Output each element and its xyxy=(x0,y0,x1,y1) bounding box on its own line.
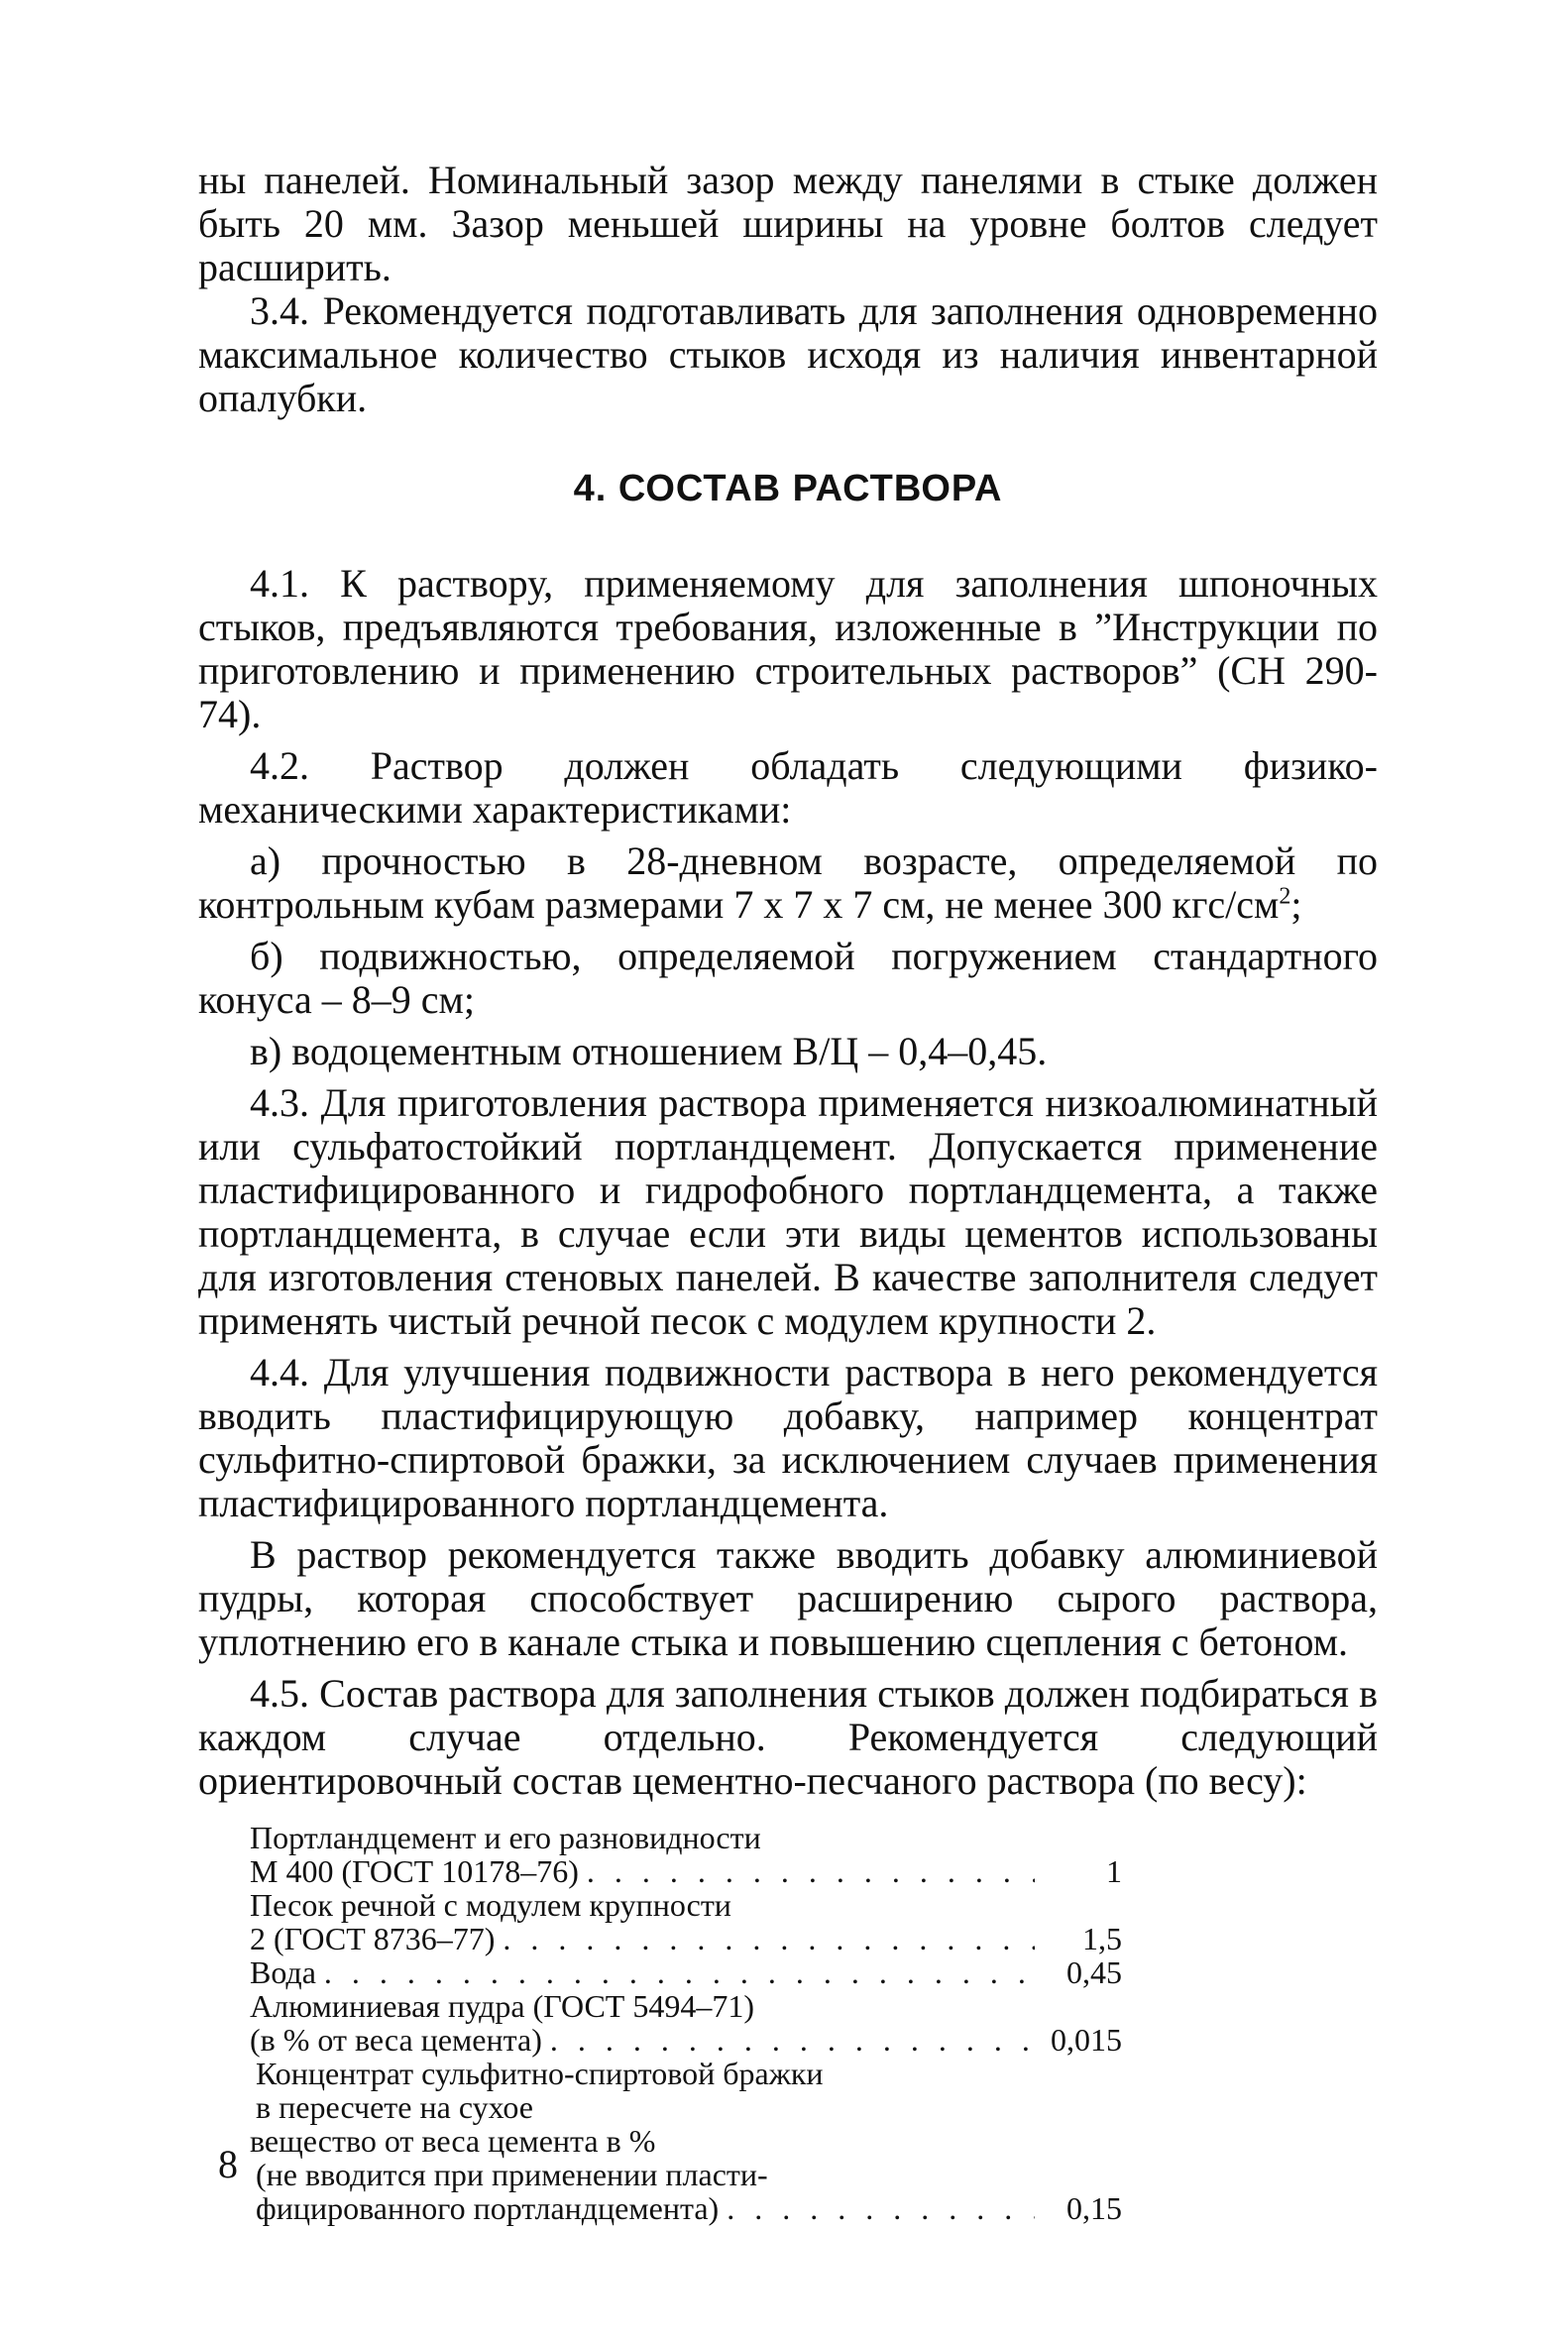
recipe-item-water: Вода . . . 0,45 xyxy=(250,1955,1122,1989)
recipe-item-water-value: 0,45 xyxy=(1066,1954,1122,1990)
document-page xyxy=(198,159,1378,2225)
paragraph-4-2-a xyxy=(198,839,1378,927)
leader-dots xyxy=(587,1854,1035,1888)
leader-dots xyxy=(727,2191,1035,2225)
recipe-item-aluminium-value: 0,015 xyxy=(1051,2022,1122,2058)
recipe-item-concentrate-label-2: в пересчете на сухое xyxy=(256,2089,533,2125)
recipe-item-aluminium: (в % от веса цемента) . . . 0,015 xyxy=(250,2023,1122,2057)
recipe-item-concentrate-value: 0,15 xyxy=(1066,2190,1122,2226)
paragraph-4-2-a-end: ; xyxy=(1290,882,1302,927)
recipe-item-cement-value: 1 xyxy=(1106,1853,1122,1889)
recipe-item-cement: М 400 (ГОСТ 10178–76) . . . 1 xyxy=(250,1854,1122,1888)
recipe-item-cement-label: Портландцемент и его разновидности xyxy=(250,1820,761,1855)
page-number: 8 xyxy=(218,2142,238,2186)
recipe-item-concentrate-label-1: Концентрат сульфитно-спиртовой бражки xyxy=(256,2056,824,2091)
leader-dots xyxy=(324,1955,1035,1989)
paragraph-4-2-a-text: а) прочностью в 28-дневном возрасте, определяемой по контрольным кубам размерами 7 х 7 х 7 см, не менее 300 кгс/см xyxy=(198,838,1378,927)
paragraph-4-2: 4.2. Раствор должен обладать следующими физико-механическими характеристиками: xyxy=(198,743,1378,832)
paragraph-4-2-v: в) водоцементным отношением В/Ц – 0,4–0,45. xyxy=(250,1029,1048,1073)
leader-dots xyxy=(503,1922,1035,1955)
paragraph-3-4: 3.4. Рекомендуется подготавливать для заполнения одновременно максимальное количество стыков исходя из наличия инвентарной опалубки. xyxy=(198,288,1378,420)
paragraph-4-4-continued: В раствор рекомендуется также вводить добавку алюминиевой пудры, которая способствует расширению сырого раствора, уплотнению его в канале стыка и повышению сцепления с бетоном. xyxy=(198,1532,1378,1664)
paragraph-4-1: 4.1. К раствору, применяемому для заполнения шпоночных стыков, предъявляются требования, изложенные в ”Инструкции по приготовлению и применению строительных растворов” (СН 290-74). xyxy=(198,561,1378,736)
paragraph-4-2-b: б) подвижностью, определяемой погружением стандартного конуса – 8–9 см; xyxy=(198,934,1378,1022)
recipe-item-sand: 2 (ГОСТ 8736–77) . . . 1,5 xyxy=(250,1922,1122,1955)
recipe-item-concentrate: фицированного портландцемента) . . . 0,15 xyxy=(250,2191,1122,2225)
mortar-composition-list xyxy=(250,1821,1122,2225)
paragraph-continuation: ны панелей. Номинальный зазор между панелями в стыке должен быть 20 мм. Зазор меньшей ширины на уровне болтов следует расширить. xyxy=(198,158,1378,289)
recipe-item-concentrate-label-3: вещество от веса цемента в % xyxy=(250,2123,656,2159)
paragraph-4-3: 4.3. Для приготовления раствора применяется низкоалюминатный или сульфатостойкий портландцемент. Допускается применение пластифицированного и гидрофобного портландцемента, а также портландцемента, в случае если эти виды цементов использованы для изготовления стеновых панелей. В качестве заполнителя следует применять чистый речной песок с модулем крупности 2. xyxy=(198,1080,1378,1343)
superscript-exponent: 2 xyxy=(1279,883,1291,910)
recipe-item-sand-value: 1,5 xyxy=(1082,1921,1122,1956)
section-heading: 4. СОСТАВ РАСТВОРА xyxy=(573,468,1003,509)
paragraph-4-4: 4.4. Для улучшения подвижности раствора в него рекомендуется вводить пластифицирующую добавку, например концентрат сульфитно-спиртовой бражки, за исключением случаев применения пластифицированного портландцемента. xyxy=(198,1350,1378,1525)
recipe-item-sand-label: Песок речной с модулем крупности xyxy=(250,1887,731,1923)
paragraph-4-5: 4.5. Состав раствора для заполнения стыков должен подбираться в каждом случае отдельно. Рекомендуется следующий ориентировочный состав цементно-песчаного раствора (по весу): xyxy=(198,1671,1378,1803)
leader-dots xyxy=(550,2023,1035,2057)
recipe-item-aluminium-label: Алюминиевая пудра (ГОСТ 5494–71) xyxy=(250,1988,754,2024)
recipe-item-concentrate-label-4: (не вводится при применении пласти- xyxy=(256,2157,768,2192)
